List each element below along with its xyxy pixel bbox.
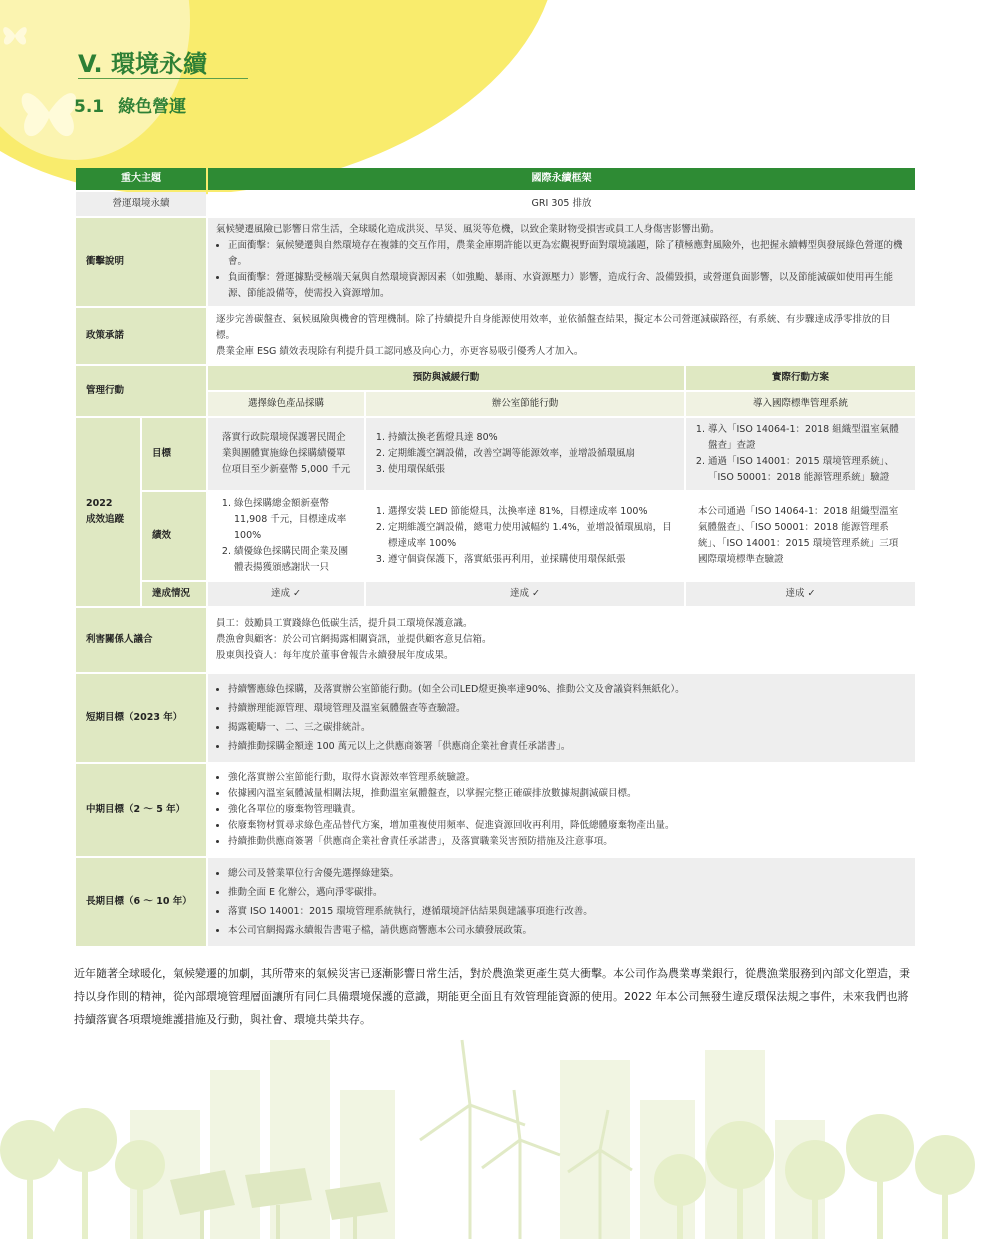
section-name: 綠色營運 <box>118 97 187 117</box>
stakeholder-line: 農漁會與顧客：於公司官網揭露相關資訊，並提供顧客意見信箱。 <box>216 634 492 645</box>
impact-intro: 氣候變遷風險已影響日常生活，全球暖化造成洪災、旱災、風災等危機，以致企業財物受損害或員工人身傷害影響出勤。 <box>216 224 720 235</box>
topic-cell: 營運環境永續 <box>76 192 206 216</box>
status-iso: 達成 ✓ <box>686 582 915 606</box>
mid-term-content <box>208 764 915 856</box>
prevention-group-header: 預防與減緩行動 <box>208 366 684 390</box>
policy-content <box>208 308 915 364</box>
office-energy-header: 辦公室節能行動 <box>366 392 684 416</box>
list-item: • 持續推動採購金額達 100 萬元以上之供應商簽署「供應商企業社會責任承諾書」。 <box>228 737 907 756</box>
performance-energy-list <box>374 504 676 568</box>
list-item: 3. 遵守個資保護下，落實紙張再利用，並採購使用環保紙張 <box>388 552 676 568</box>
title-divider <box>78 78 248 79</box>
long-term-list <box>216 864 907 940</box>
chapter-title: V. 環境永續 <box>78 50 207 78</box>
impact-list <box>216 238 907 302</box>
actual-group-header: 實際行動方案 <box>686 366 915 390</box>
status-procurement: 達成 ✓ <box>208 582 364 606</box>
list-item: • 持續響應綠色採購，及落實辦公室節能行動。(如全公司LED燈更換率達90%、推動公文及會議資料無紙化）。 <box>228 680 907 699</box>
section-title <box>74 92 186 117</box>
tracking-label <box>76 418 140 606</box>
body-paragraph: 近年隨著全球暖化，氣候變遷的加劇，其所帶來的氣候災害已逐漸影響日常生活，對於農漁業更產生莫大衝擊。本公司作為農業專業銀行，從農漁業服務到內部文化塑造，秉持以身作則的精神，從內部環境管理層面讓所有同仁具備環境保護的意識，期能更全面且有效管理能資源的使用。2022 年本公司無發生違反環保法規之事件，未來我們也將持續落實各項環境維護措施及行動，與社會、環境共榮共存。 <box>74 967 910 1026</box>
long-term-label: 長期目標（6 ～ 10 年） <box>76 858 206 946</box>
impact-content <box>208 218 915 306</box>
stakeholder-label: 利害關係人議合 <box>76 608 206 672</box>
list-item: • 依據國內溫室氣體減量相關法規，推動溫室氣體盤查，以掌握完整正確碳排放數據規劃減碳目標。 <box>228 786 907 802</box>
list-item: • 持續推動供應商簽署「供應商企業社會責任承諾書」，及落實職業災害預防措施及注意事項。 <box>228 834 907 850</box>
performance-procurement <box>208 492 364 580</box>
list-item: 3. 使用環保紙張 <box>388 462 676 478</box>
list-item: 2. 通過「ISO 14001：2015 環境管理系統」、「ISO 50001：2018 能源管理系統」驗證 <box>708 454 907 486</box>
list-item: 2. 績優綠色採購民間企業及團體表揚獲頒感謝狀一只 <box>234 544 356 576</box>
long-term-content <box>208 858 915 946</box>
list-item: • 揭露範疇一、二、三之碳排統計。 <box>228 718 907 737</box>
list-item: • 強化落實辦公室節能行動，取得水資源效率管理系統驗證。 <box>228 770 907 786</box>
short-term-list <box>216 680 907 756</box>
policy-label: 政策承諾 <box>76 308 206 364</box>
header-framework: 國際永續框架 <box>208 168 915 190</box>
green-procurement-header: 選擇綠色產品採購 <box>208 392 364 416</box>
butterfly-icon <box>0 18 30 52</box>
policy-line: 逐步完善碳盤查、氣候風險與機會的管理機制。除了持續提升自身能源使用效率，並依循盤查結果，擬定本公司營運減碳路徑，有系統、有步驟達成淨零排放的目標。 <box>216 314 891 341</box>
status-energy: 達成 ✓ <box>366 582 684 606</box>
target-label: 目標 <box>142 418 206 490</box>
impact-label: 衝擊說明 <box>76 218 206 306</box>
performance-label: 績效 <box>142 492 206 580</box>
list-item: 2. 定期維護空調設備，總電力使用減幅約 1.4%，並增設循環風扇，目標達成率 100% <box>388 520 676 552</box>
policy-line: 農業金庫 ESG 績效表現除有利提升員工認同感及向心力，亦更容易吸引優秀人才加入。 <box>216 346 584 357</box>
list-item: • 落實 ISO 14001：2015 環境管理系統執行，遵循環境評估結果與建議事項進行改善。 <box>228 902 907 921</box>
framework-cell: GRI 305 排放 <box>208 192 915 216</box>
mid-term-list <box>216 770 907 850</box>
short-term-label: 短期目標（2023 年） <box>76 674 206 762</box>
performance-procurement-list <box>220 496 356 576</box>
status-label: 達成情況 <box>142 582 206 606</box>
target-iso <box>686 418 915 490</box>
city-wind-illustration <box>0 1030 1000 1239</box>
list-item: 1. 選擇安裝 LED 節能燈具，汰換率達 81%，目標達成率 100% <box>388 504 676 520</box>
iso-system-header: 導入國際標準管理系統 <box>686 392 915 416</box>
target-energy-list <box>374 430 676 478</box>
tracking-title: 成效追蹤 <box>86 514 125 525</box>
stakeholder-line: 股東與投資人：每年度於董事會報告永續發展年度成果。 <box>216 650 454 661</box>
header-topic: 重大主題 <box>76 168 206 190</box>
stakeholder-line: 員工：鼓勵員工實踐綠色低碳生活，提升員工環境保護意識。 <box>216 618 473 629</box>
target-energy <box>366 418 684 490</box>
stakeholder-content <box>208 608 915 672</box>
target-procurement: 落實行政院環境保護署民間企業與團體實施綠色採購績優單位項目至少新臺幣 5,000 千元 <box>208 418 364 490</box>
mid-term-label: 中期目標（2 ～ 5 年） <box>76 764 206 856</box>
list-item: 1. 導入「ISO 14064-1：2018 組織型溫室氣體盤查」查證 <box>708 422 907 454</box>
tracking-year: 2022 <box>86 498 113 509</box>
list-item: • 負面衝擊：營運據點受極端天氣與自然環境資源因素（如強颱、暴雨、水資源壓力）影響，造成行舍、設備毀損，或營運負面影響，以及節能減碳如使用再生能源、節能設備等，使需投入資源增加。 <box>228 270 907 302</box>
list-item: 2. 定期維護空調設備，改善空調等能源效率，並增設循環風扇 <box>388 446 676 462</box>
list-item: • 持續辦理能源管理、環境管理及溫室氣體盤查等查驗證。 <box>228 699 907 718</box>
management-label: 管理行動 <box>76 366 206 416</box>
section-number: 5.1 <box>74 97 105 117</box>
list-item: • 依廢棄物材質尋求綠色產品替代方案，增加重複使用頻率、促進資源回收再利用，降低總體廢棄物產出量。 <box>228 818 907 834</box>
list-item: • 強化各單位的廢棄物管理職責。 <box>228 802 907 818</box>
list-item: • 本公司官網揭露永續報告書電子檔，請供應商響應本公司永續發展政策。 <box>228 921 907 940</box>
sustainability-table <box>74 166 917 948</box>
list-item: • 正面衝擊：氣候變遷與自然環境存在複雜的交互作用，農業金庫期許能以更為宏觀視野面對環境議題，除了積極應對風險外，也把握永續轉型與發展綠色營運的機會。 <box>228 238 907 270</box>
target-iso-list <box>694 422 907 486</box>
short-term-content <box>208 674 915 762</box>
list-item: 1. 持續汰換老舊燈具達 80% <box>388 430 676 446</box>
list-item: • 推動全面 E 化辦公，邁向淨零碳排。 <box>228 883 907 902</box>
list-item: 1. 綠色採購總金額新臺幣 11,908 千元，目標達成率 100% <box>234 496 356 544</box>
performance-energy <box>366 492 684 580</box>
performance-iso: 本公司通過「ISO 14064-1：2018 組織型溫室氣體盤查」、「ISO 50001：2018 能源管理系統」、「ISO 14001：2015 環境管理系統」三項國際環境標準查驗證 <box>686 492 915 580</box>
list-item: • 總公司及營業單位行舍優先選擇綠建築。 <box>228 864 907 883</box>
